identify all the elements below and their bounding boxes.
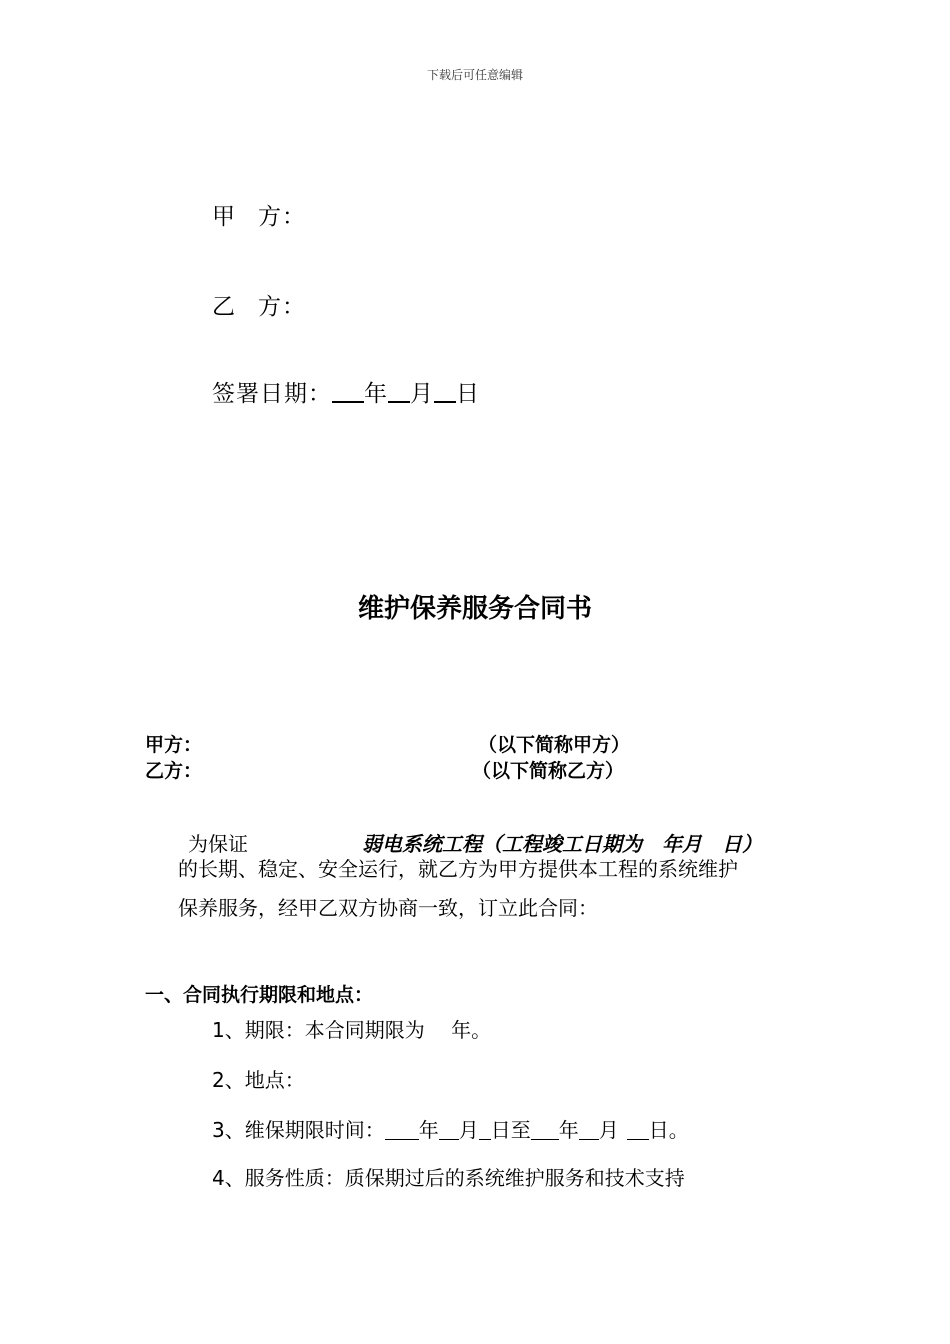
cover-party-a-label: 甲 [212,204,236,230]
item-number: 4 [212,1166,225,1190]
end-year: 年 [558,1118,579,1142]
cover-sign-date [212,375,480,408]
start-day: 日至 [490,1118,531,1142]
sign-day: 日 [456,381,480,407]
month-blank [388,379,410,403]
intro-prefix: 为保证 [188,832,248,856]
intro-project: 弱电系统工程（工程竣工日期为 年月 日） [362,832,762,856]
item-number: 1 [212,1018,225,1042]
item-text: 、维保期限时间： [224,1118,385,1142]
section-1-item-1 [212,1014,491,1043]
party-a-label: 甲方： [145,734,203,756]
end-month: 月 [598,1118,619,1142]
section-1-item-3 [212,1114,689,1143]
cover-party-b-label: 乙 [212,294,236,320]
cover-party-b [212,288,306,321]
party-b-label: 乙方： [145,760,203,782]
header-note: 下载后可任意编辑 [426,68,523,82]
section-1-item-2 [212,1064,305,1093]
end-day-blank [627,1119,649,1140]
item-number: 2 [212,1068,225,1092]
year-blank [332,379,364,403]
document-title: 维护保养服务合同书 [357,594,592,624]
section-1-heading: 一、合同执行期限和地点： [145,984,374,1006]
end-month-blank [579,1119,599,1140]
start-year: 年 [418,1118,439,1142]
end-day: 日。 [648,1118,689,1142]
item-text: 、服务性质：质保期过后的系统维护服务和技术支持 [224,1166,685,1190]
end-year-blank [531,1119,559,1140]
cover-party-a-suffix: 方： [258,204,306,230]
item-text: 、地点： [224,1068,305,1092]
intro-line-3: 保养服务，经甲乙双方协商一致，订立此合同： [178,896,598,920]
intro-line-2: 的长期、稳定、安全运行，就乙方为甲方提供本工程的系统维护 [178,857,738,881]
item-text: 、期限：本合同期限为 年。 [224,1018,492,1042]
day-blank [434,379,456,403]
section-1-item-4 [212,1162,685,1191]
item-number: 3 [212,1118,225,1142]
cover-party-a [212,198,306,231]
party-b-note: （以下简称乙方） [472,760,625,782]
start-year-blank [385,1119,419,1140]
cover-party-b-suffix: 方： [258,294,306,320]
start-month: 月 [458,1118,479,1142]
start-day-blank [479,1119,491,1140]
party-a-note: （以下简称甲方） [478,734,631,756]
sign-date-label: 签署日期： [212,381,332,407]
sign-month: 月 [410,381,434,407]
start-month-blank [439,1119,459,1140]
sign-year: 年 [364,381,388,407]
